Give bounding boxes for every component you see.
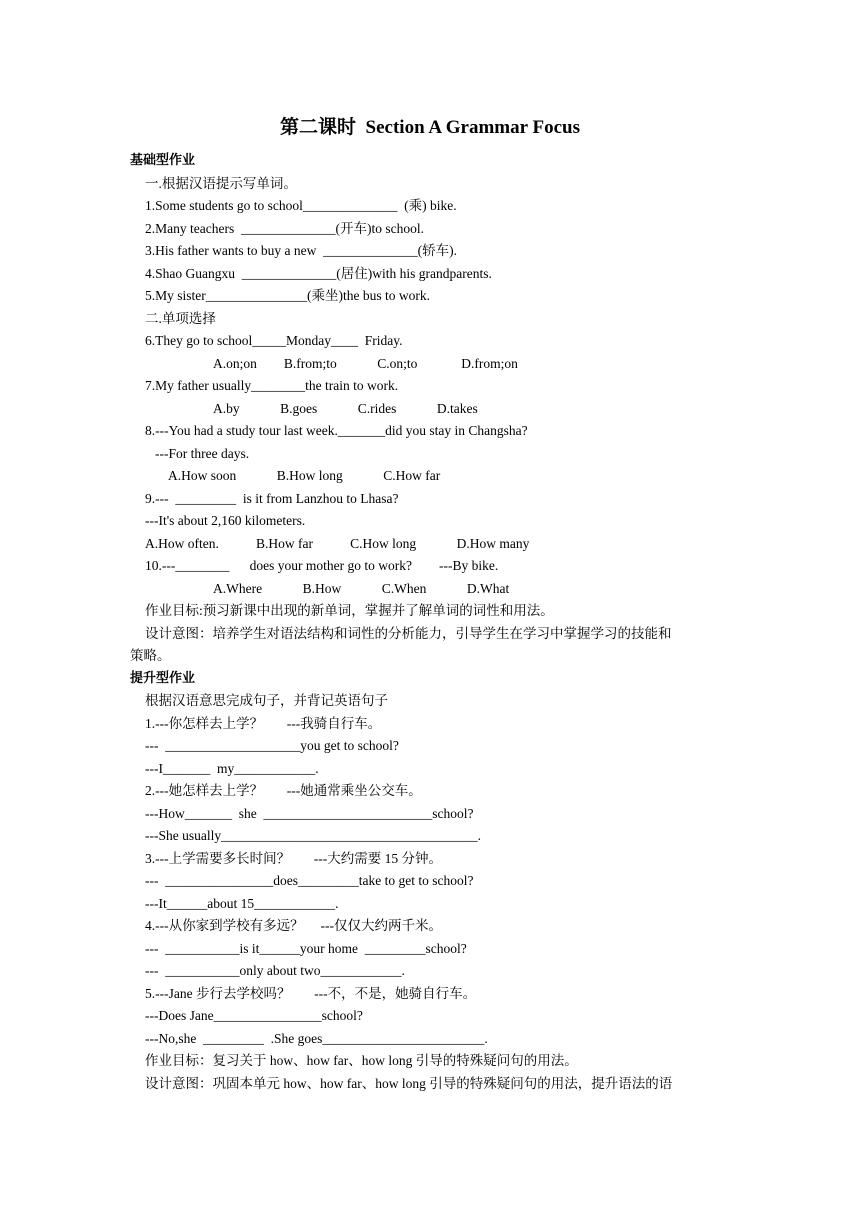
sentence-1-line-b: ---I_______ my____________. <box>145 761 319 776</box>
intent-advanced: 设计意图：巩固本单元 how、how far、how long 引导的特殊疑问句的用法，提升语法的语 <box>145 1076 673 1091</box>
sentence-3-line-a: --- ________________does_________take to get to school? <box>145 873 474 888</box>
sentence-3-prompt: 3.---上学需要多长时间？ ---大约需要 15 分钟。 <box>145 851 442 866</box>
sentence-2-line-b: ---She usually______________________________________. <box>145 828 481 843</box>
sentence-4-line-b: --- ___________only about two____________. <box>145 963 405 978</box>
sentence-4-line-a: --- ___________is it______your home _________school? <box>145 941 467 956</box>
instruction-part-2: 二.单项选择 <box>145 311 216 326</box>
sentence-1-line-a: --- ____________________you get to school? <box>145 738 399 753</box>
question-6: 6.They go to school_____Monday____ Friday. <box>145 333 403 348</box>
page-title: 第二课时 Section A Grammar Focus <box>280 117 580 138</box>
question-2: 2.Many teachers ______________(开车)to school. <box>145 221 424 236</box>
options-9: A.How often. B.How far C.How long D.How many <box>145 536 530 551</box>
instruction-advanced: 根据汉语意思完成句子，并背记英语句子 <box>145 693 388 708</box>
section-heading-advanced: 提升型作业 <box>130 671 196 686</box>
question-8: 8.---You had a study tour last week._______did you stay in Changsha? <box>145 423 528 438</box>
question-9: 9.--- _________ is it from Lanzhou to Lhasa? <box>145 491 399 506</box>
question-10: 10.---________ does your mother go to work? ---By bike. <box>145 558 499 573</box>
answer-9: ---It's about 2,160 kilometers. <box>145 513 306 528</box>
sentence-5-line-b: ---No,she _________ .She goes________________________. <box>145 1031 488 1046</box>
intent-basic: 设计意图：培养学生对语法结构和词性的分析能力，引导学生在学习中掌握学习的技能和 <box>145 626 672 641</box>
options-8: A.How soon B.How long C.How far <box>168 468 441 483</box>
sentence-3-line-b: ---It______about 15____________. <box>145 896 339 911</box>
options-6: A.on;on B.from;to C.on;to D.from;on <box>213 356 518 371</box>
sentence-2-prompt: 2.---她怎样去上学？ ---她通常乘坐公交车。 <box>145 783 422 798</box>
sentence-5-prompt: 5.---Jane 步行去学校吗？ ---不，不是，她骑自行车。 <box>145 986 477 1001</box>
section-heading-basic: 基础型作业 <box>130 153 196 168</box>
options-7: A.by B.goes C.rides D.takes <box>213 401 478 416</box>
question-7: 7.My father usually________the train to work. <box>145 378 399 393</box>
question-4: 4.Shao Guangxu ______________(居住)with his grandparents. <box>145 266 492 281</box>
instruction-part-1: 一.根据汉语提示写单词。 <box>145 176 297 191</box>
goal-basic: 作业目标:预习新课中出现的新单词，掌握并了解单词的词性和用法。 <box>145 603 554 618</box>
question-3: 3.His father wants to buy a new ______________(轿车). <box>145 243 457 258</box>
sentence-2-line-a: ---How_______ she _________________________school? <box>145 806 474 821</box>
goal-advanced: 作业目标：复习关于 how、how far、how long 引导的特殊疑问句的用法。 <box>145 1053 578 1068</box>
question-5: 5.My sister_______________(乘坐)the bus to work. <box>145 288 430 303</box>
sentence-5-line-a: ---Does Jane________________school? <box>145 1008 363 1023</box>
sentence-4-prompt: 4.---从你家到学校有多远？ ---仅仅大约两千米。 <box>145 918 442 933</box>
question-1: 1.Some students go to school______________ (乘) bike. <box>145 198 457 213</box>
intent-basic-cont: 策略。 <box>130 648 171 663</box>
options-10: A.Where B.How C.When D.What <box>213 581 510 596</box>
sentence-1-prompt: 1.---你怎样去上学？ ---我骑自行车。 <box>145 716 382 731</box>
answer-8: ---For three days. <box>155 446 250 461</box>
